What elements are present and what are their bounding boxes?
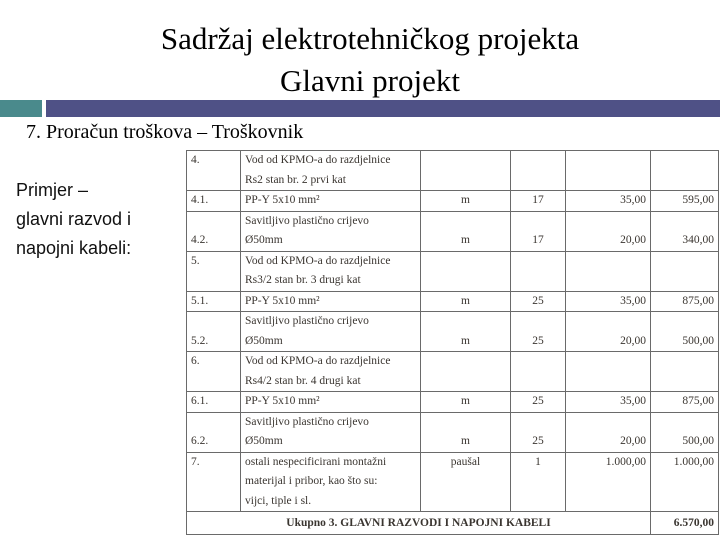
description-cell <box>241 452 421 512</box>
quantity-cell <box>511 352 566 392</box>
unit-price-cell: 1.000,00 <box>566 452 651 512</box>
description-line: PP-Y 5x10 mm² <box>245 395 320 407</box>
unit-price-cell: 35,00 <box>566 191 651 212</box>
description-cell <box>241 211 421 251</box>
unit-cell: paušal <box>421 452 511 512</box>
table-row <box>187 352 719 392</box>
table-row <box>187 291 719 312</box>
total-cell: 500,00 <box>651 412 719 452</box>
quantity-cell: 17 <box>511 191 566 212</box>
table-row <box>187 251 719 291</box>
description-line: Vod od KPMO-a do razdjelnice <box>245 355 391 367</box>
total-cell <box>651 151 719 191</box>
cost-table <box>186 150 719 535</box>
table-row <box>187 191 719 212</box>
description-line: ostali nespecificirani montažni <box>245 455 387 468</box>
side-text <box>16 176 186 263</box>
total-cell: 595,00 <box>651 191 719 212</box>
total-value: 6.570,00 <box>651 512 719 535</box>
total-cell: 875,00 <box>651 291 719 312</box>
total-cell: 340,00 <box>651 211 719 251</box>
description-cell <box>241 352 421 392</box>
unit-cell: m <box>421 312 511 352</box>
unit-price-cell: 35,00 <box>566 291 651 312</box>
unit-cell: m <box>421 392 511 413</box>
item-number-cell: 5. <box>187 251 241 291</box>
unit-price-cell <box>566 352 651 392</box>
unit-price-cell: 20,00 <box>566 412 651 452</box>
title-line-2: Glavni projekt <box>280 63 460 98</box>
unit-cell: m <box>421 412 511 452</box>
quantity-cell: 25 <box>511 412 566 452</box>
title-line-1: Sadržaj elektrotehničkog projekta <box>160 21 580 56</box>
item-number-cell: 5.1. <box>187 291 241 312</box>
description-line: materijal i pribor, kao što su: <box>245 475 378 487</box>
description-line: PP-Y 5x10 mm² <box>245 294 320 307</box>
unit-price-cell: 20,00 <box>566 312 651 352</box>
description-line: Vod od KPMO-a do razdjelnice <box>245 254 391 267</box>
unit-price-cell: 35,00 <box>566 392 651 413</box>
side-line: napojni kabeli: <box>16 238 132 258</box>
total-cell <box>651 352 719 392</box>
item-number-cell: 4.2. <box>187 211 241 251</box>
table-row <box>187 452 719 512</box>
teal-accent-bar <box>0 100 42 117</box>
description-line: Rs4/2 stan br. 4 drugi kat <box>245 374 361 387</box>
quantity-cell: 25 <box>511 312 566 352</box>
side-line: glavni razvod i <box>16 209 132 229</box>
item-number-cell: 4.1. <box>187 191 241 212</box>
table-row <box>187 211 719 251</box>
description-line: Rs2 stan br. 2 prvi kat <box>245 173 346 186</box>
quantity-cell <box>511 151 566 191</box>
total-row <box>187 512 719 535</box>
section-subtitle: 7. Proračun troškova – Troškovnik <box>26 121 304 143</box>
item-number-cell: 7. <box>187 452 241 512</box>
description-line: Ø50mm <box>245 234 283 246</box>
quantity-cell: 17 <box>511 211 566 251</box>
unit-cell: m <box>421 191 511 212</box>
table-row <box>187 412 719 452</box>
description-line: PP-Y 5x10 mm² <box>245 194 320 206</box>
table-row <box>187 392 719 413</box>
unit-cell: m <box>421 211 511 251</box>
unit-cell: m <box>421 291 511 312</box>
description-line: Savitljivo plastično crijevo <box>245 214 369 227</box>
description-line: vijci, tiple i sl. <box>245 494 312 507</box>
description-line: Vod od KPMO-a do razdjelnice <box>245 154 391 166</box>
item-number-cell: 6.1. <box>187 392 241 413</box>
description-cell <box>241 191 421 212</box>
total-cell: 1.000,00 <box>651 452 719 512</box>
description-cell <box>241 251 421 291</box>
total-cell <box>651 251 719 291</box>
description-cell <box>241 312 421 352</box>
total-cell: 500,00 <box>651 312 719 352</box>
table-row <box>187 312 719 352</box>
unit-cell <box>421 352 511 392</box>
side-line: Primjer – <box>16 180 89 200</box>
description-cell <box>241 291 421 312</box>
description-cell <box>241 392 421 413</box>
item-number-cell: 5.2. <box>187 312 241 352</box>
slide-title <box>0 18 720 102</box>
description-line: Savitljivo plastično crijevo <box>245 315 369 327</box>
item-number-cell: 4. <box>187 151 241 191</box>
quantity-cell: 25 <box>511 392 566 413</box>
table-row <box>187 151 719 191</box>
purple-divider-bar <box>46 100 720 117</box>
total-cell: 875,00 <box>651 392 719 413</box>
description-line: Rs3/2 stan br. 3 drugi kat <box>245 274 361 286</box>
quantity-cell: 1 <box>511 452 566 512</box>
description-line: Savitljivo plastično crijevo <box>245 415 369 428</box>
quantity-cell: 25 <box>511 291 566 312</box>
unit-cell <box>421 151 511 191</box>
unit-cell <box>421 251 511 291</box>
unit-price-cell <box>566 251 651 291</box>
item-number-cell: 6. <box>187 352 241 392</box>
description-cell <box>241 412 421 452</box>
unit-price-cell <box>566 151 651 191</box>
quantity-cell <box>511 251 566 291</box>
description-line: Ø50mm <box>245 435 283 447</box>
description-cell <box>241 151 421 191</box>
item-number-cell: 6.2. <box>187 412 241 452</box>
description-line: Ø50mm <box>245 334 283 347</box>
unit-price-cell: 20,00 <box>566 211 651 251</box>
total-label: Ukupno 3. GLAVNI RAZVODI I NAPOJNI KABELI <box>187 512 651 535</box>
